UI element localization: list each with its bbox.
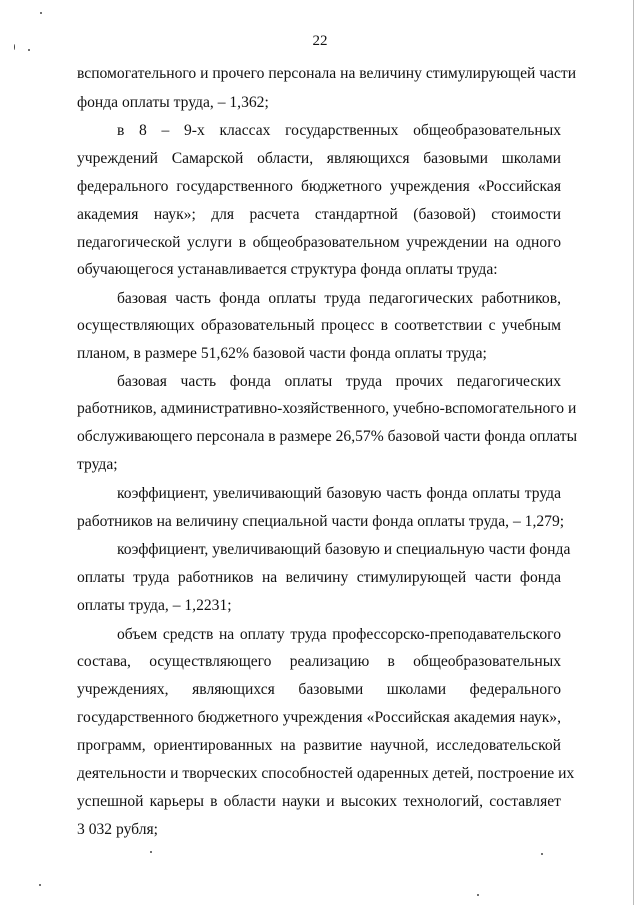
text-line: обучающегося устанавливается структура фонда оплаты труда: bbox=[77, 261, 498, 278]
text-line: учреждениях, являющихся базовыми школами федерального bbox=[77, 681, 561, 698]
text-line: труда; bbox=[77, 456, 118, 473]
scan-speck bbox=[477, 894, 479, 896]
scan-edge bbox=[633, 0, 634, 905]
text-line: 3 032 рубля; bbox=[77, 821, 158, 838]
text-line: федерального государственного бюджетного учреждения «Российская bbox=[77, 178, 561, 195]
text-line: педагогической услуги в общеобразовательном учреждении на одного bbox=[77, 234, 561, 251]
text-line: осуществляющих образовательный процесс в соответствии с учебным bbox=[77, 317, 561, 334]
text-line: вспомогательного и прочего персонала на величину стимулирующей части bbox=[77, 65, 577, 82]
text-line: коэффициент, увеличивающий базовую часть фонда оплаты труда bbox=[117, 485, 561, 502]
page-number: 22 bbox=[312, 33, 328, 49]
text-line: планом, в размере 51,62% базовой части фонда оплаты труда; bbox=[77, 345, 487, 362]
text-line: оплаты труда работников на величину стимулирующей части фонда bbox=[77, 569, 561, 586]
text-line: базовая часть фонда оплаты труда прочих педагогических bbox=[117, 373, 561, 390]
scan-speck bbox=[40, 12, 42, 14]
text-line: в 8 – 9-х классах государственных общеобразовательных bbox=[117, 122, 561, 139]
text-line: академия наук»; для расчета стандартной (базовой) стоимости bbox=[77, 206, 561, 223]
scan-speck bbox=[150, 851, 152, 853]
text-line: деятельности и творческих способностей одаренных детей, построение их bbox=[77, 765, 575, 782]
text-line: работников на величину специальной части фонда оплаты труда, – 1,279; bbox=[77, 513, 565, 530]
text-line: состава, осуществляющего реализацию в общеобразовательных bbox=[77, 653, 561, 670]
text-line: успешной карьеры в области науки и высоких технологий, составляет bbox=[77, 793, 561, 810]
text-line: оплаты труда, – 1,2231; bbox=[77, 597, 232, 614]
text-line: фонда оплаты труда, – 1,362; bbox=[77, 94, 269, 111]
text-line: объем средств на оплату труда профессорско-преподавательского bbox=[117, 626, 561, 643]
text-line: учреждений Самарской области, являющихся базовыми школами bbox=[77, 150, 561, 167]
text-line: программ, ориентированных на развитие научной, исследовательской bbox=[77, 737, 561, 754]
text-line: обслуживающего персонала в размере 26,57% базовой части фонда оплаты bbox=[77, 428, 578, 445]
scan-speck bbox=[541, 853, 543, 855]
text-line: базовая часть фонда оплаты труда педагогических работников, bbox=[117, 290, 561, 307]
text-line: коэффициент, увеличивающий базовую и специальную части фонда bbox=[117, 541, 571, 558]
scan-speck bbox=[39, 884, 41, 886]
text-line: государственного бюджетного учреждения «Российская академия наук», bbox=[77, 709, 561, 726]
text-line: работников, административно-хозяйственного, учебно-вспомогательного и bbox=[77, 400, 577, 417]
